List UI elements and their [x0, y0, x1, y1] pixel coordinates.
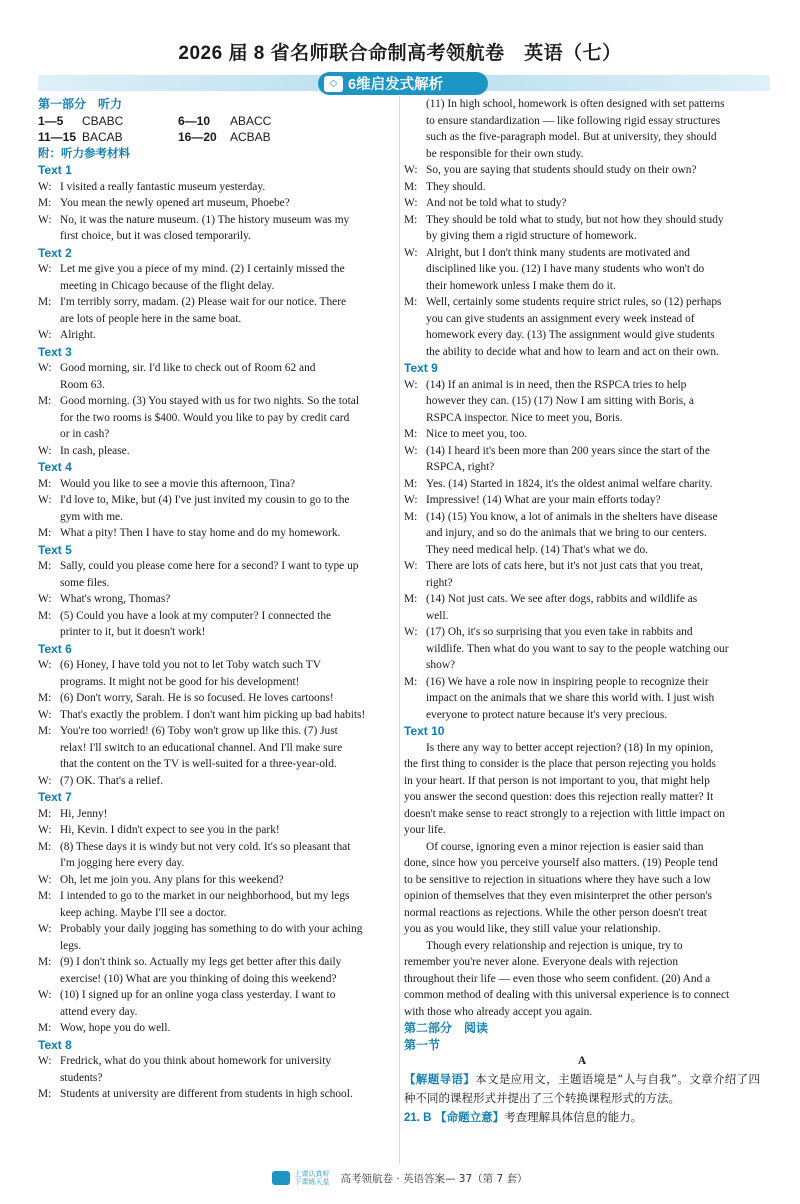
dialogue-text: Oh, let me join you. Any plans for this weekend? [60, 873, 284, 886]
dialogue-text: I'm terribly sorry, madam. (2) Please wait for our notice. There [60, 296, 347, 308]
dialogue-continuation: attend every day. [60, 1005, 138, 1018]
dialogue-continuation: impact on the animals that we share this world with. I just wish [426, 692, 715, 704]
publisher-name: 上课认真听 下课练天星 [294, 1170, 330, 1186]
dialogue-text: Would you like to see a movie this afternoon, Tina? [60, 477, 296, 490]
passage-paragraph-start: Though every relationship and rejection is unique, try to [426, 939, 683, 952]
speaker-label: W: [38, 444, 52, 457]
speaker-label: M: [38, 890, 52, 902]
speaker-label: W: [404, 560, 418, 572]
text-heading: Text 4 [38, 460, 72, 474]
passage-line: you as you would like, they still value your relationship. [404, 923, 661, 935]
dialogue-line [38, 987, 394, 1004]
passage-line: doesn't make sense to react strongly to a rejection with little impact on [404, 807, 725, 820]
speaker-label: W: [38, 708, 52, 721]
dialogue-text: That's exactly the problem. I don't want him picking up bad habits! [60, 708, 366, 721]
speaker-label: M: [404, 675, 418, 688]
dialogue-text: Let me give you a piece of my mind. (2) I certainly missed the [60, 263, 345, 275]
dialogue-line [38, 872, 394, 889]
right-column [404, 96, 760, 1128]
passage-line: remember you're never alone. Everyone deals with rejection [404, 956, 679, 968]
analysis-note [404, 1108, 760, 1128]
speaker-label: M: [404, 477, 418, 490]
dialogue-line [404, 377, 760, 394]
left-column [38, 96, 394, 1103]
dialogue-line [38, 822, 394, 839]
dialogue-continuation: show? [426, 659, 456, 671]
answer-k2: 6—10 [178, 113, 211, 128]
answer-k1: 11—15 [38, 130, 77, 144]
dialogue-text: (10) I signed up for an online yoga class yesterday. I want to [60, 989, 336, 1001]
dialogue-continuation: or in cash? [60, 428, 110, 440]
dialogue-text: Fredrick, what do you think about homework for university [60, 1055, 332, 1067]
dialogue-line [38, 476, 394, 493]
dialogue-line [38, 954, 394, 971]
speaker-label: W: [38, 362, 52, 374]
dialogue-line [38, 690, 394, 707]
speaker-label: W: [38, 494, 52, 506]
dialogue-text: I intended to go to the market in our neighborhood, but my legs [60, 890, 350, 902]
dialogue-line [404, 591, 760, 608]
dialogue-text: Hi, Jenny! [60, 807, 108, 820]
speaker-label: M: [38, 527, 52, 539]
speaker-label: M: [404, 180, 418, 193]
dialogue-continuation: to ensure standardization — like following rigid essay structures [426, 114, 721, 127]
dialogue-text: (14) Not just cats. We see after dogs, rabbits and wildlife as [426, 593, 698, 605]
dialogue-line [404, 162, 760, 179]
speaker-label: W: [38, 593, 52, 605]
dialogue-continuation: exercise! (10) What are you thinking of doing this weekend? [60, 972, 337, 985]
speaker-label: M: [38, 692, 52, 704]
dialogue-text: Students at university are different from students in high school. [60, 1088, 353, 1100]
dialogue-line [38, 591, 394, 608]
dialogue-continuation: you can give students an assignment every week instead of [426, 312, 695, 325]
speaker-label: W: [404, 197, 418, 209]
dialogue-text: Sally, could you please come here for a second? I want to type up [60, 560, 359, 572]
dialogue-text: Probably your daily jogging has something to do with your aching [60, 923, 363, 935]
dialogue-line [404, 195, 760, 212]
speaker-label: M: [38, 956, 52, 968]
dialogue-text: What a pity! Then I have to stay home and do my homework. [60, 527, 341, 539]
dialogue-text: (16) We have a role now in inspiring people to recognize their [426, 675, 709, 688]
dialogue-continuation: well. [426, 609, 449, 622]
dialogue-continuation: wildlife. Then what do you want to say to the people watching our [426, 642, 729, 655]
dialogue-text: Good morning. (3) You stayed with us for two nights. So the total [60, 395, 359, 407]
dialogue-line [38, 195, 394, 212]
dialogue-line [404, 674, 760, 691]
dialogue-line [38, 921, 394, 938]
speaker-label: W: [38, 774, 52, 787]
dialogue-text: What's wrong, Thomas? [60, 593, 171, 605]
passage-line: done, since how you perceive yourself also matters. (19) People tend [404, 857, 718, 869]
dialogue-continuation: for the two rooms is $400. Would you like to pay by credit card [60, 411, 350, 424]
note-text: 本文是应用文，主题语境是“人与自我”。文章介绍了四种不同的课程形式并提出了三个转换课程形式的方法。 [404, 1071, 761, 1105]
speaker-label: M: [38, 197, 52, 209]
dialogue-text: Alright. [60, 329, 96, 341]
dialogue-continuation: Room 63. [60, 378, 105, 391]
page-footer [0, 1170, 800, 1186]
dialogue-text: Well, certainly some students require strict rules, so (12) perhaps [426, 296, 722, 308]
speaker-label: W: [38, 263, 52, 275]
dialogue-line [38, 360, 394, 377]
dialogue-line [38, 608, 394, 625]
footer-text: 高考领航卷 · 英语答案— 37（第 7 套） [340, 1172, 528, 1185]
dialogue-line [38, 888, 394, 905]
dialogue-text: There are lots of cats here, but it's not just cats that you treat, [426, 560, 703, 572]
dialogue-text: I visited a really fantastic museum yesterday. [60, 180, 266, 193]
dialogue-text: (6) Don't worry, Sarah. He is so focused. He loves cartoons! [60, 692, 334, 704]
dialogue-continuation: gym with me. [60, 510, 123, 523]
speaker-label: M: [404, 510, 418, 523]
speaker-label: M: [38, 725, 52, 737]
page-title: 2026 届 8 省名师联合命制高考领航卷 英语（七） [178, 43, 622, 64]
speaker-label: W: [404, 444, 418, 457]
dialogue-line [38, 558, 394, 575]
dialogue-text: (17) Oh, it's so surprising that you even take in rabbits and [426, 626, 693, 638]
dialogue-line [38, 657, 394, 674]
book-icon: ◇ [324, 76, 343, 92]
text-heading: Text 7 [38, 790, 72, 804]
dialogue-continuation: I'm jogging here every day. [60, 857, 185, 869]
dialogue-continuation: homework every day. (13) The assignment would give students [426, 329, 715, 341]
dialogue-text: (7) OK. That's a relief. [60, 774, 164, 787]
speaker-label: M: [38, 560, 52, 572]
dialogue-continuation: RSPCA inspector. Nice to meet you, Boris. [426, 411, 623, 424]
dialogue-line [38, 1053, 394, 1070]
dialogue-line [38, 294, 394, 311]
dialogue-continuation: legs. [60, 939, 82, 952]
passage-line: your life. [404, 824, 446, 836]
passage-line: you answer the second question: does this rejection really matter? It [404, 791, 714, 803]
dialogue-line [38, 1020, 394, 1037]
passage-paragraph-start: Of course, ignoring even a minor rejection is easier said than [426, 840, 704, 853]
dialogue-text: Nice to meet you, too. [426, 428, 528, 440]
dialogue-continuation: are lots of people here in the same boat. [60, 312, 242, 325]
dialogue-line [38, 806, 394, 823]
speaker-label: W: [38, 1055, 52, 1067]
dialogue-text: So, you are saying that students should study on their own? [426, 164, 697, 176]
dialogue-line [404, 179, 760, 196]
dialogue-continuation: everyone to protect nature because it's very precious. [426, 708, 668, 721]
speaker-label: M: [38, 1088, 52, 1100]
dialogue-line [38, 723, 394, 740]
passage-line: in your heart. If that person is not important to you, that might help [404, 774, 710, 787]
speaker-label: M: [38, 807, 52, 820]
answer-k2: 16—20 [178, 130, 217, 144]
dialogue-continuation: however they can. (15) (17) Now I am sitting with Boris, a [426, 395, 694, 407]
dialogue-line [38, 261, 394, 278]
answer-v2: ABACC [230, 113, 272, 128]
dialogue-continuation: first choice, but it was closed temporarily. [60, 230, 251, 242]
dialogue-line [38, 393, 394, 410]
dialogue-text: You mean the newly opened art museum, Phoebe? [60, 197, 290, 209]
dialogue-continuation: that the content on the TV is well-suited for a three-year-old. [60, 758, 337, 770]
dialogue-line [404, 509, 760, 526]
dialogue-line [38, 179, 394, 196]
dialogue-line [404, 426, 760, 443]
dialogue-continuation: RSPCA, right? [426, 461, 495, 473]
passage-line: to be sensitive to rejection in situations where they have such a low [404, 873, 711, 886]
dialogue-text: (14) I heard it's been more than 200 years since the start of the [426, 444, 710, 457]
dialogue-continuation: printer to it, but it doesn't work! [60, 626, 206, 638]
dialogue-text: In cash, please. [60, 444, 130, 457]
text-heading: Text 8 [38, 1037, 72, 1052]
passage-paragraph-start: Is there any way to better accept rejection? (18) In my opinion, [426, 741, 714, 754]
speaker-label: M: [404, 428, 418, 440]
speaker-label: M: [38, 1022, 52, 1034]
dialogue-text: Impressive! (14) What are your main efforts today? [426, 494, 661, 506]
dialogue-continuation: such as the five-paragraph model. But at university, they should [426, 131, 717, 143]
text-heading: Text 5 [38, 542, 72, 557]
passage-line: with those who already accept you again. [404, 1005, 593, 1018]
answer-v1: BACAB [82, 130, 123, 144]
dialogue-line [38, 212, 394, 229]
dialogue-text: (6) Honey, I have told you not to let Toby watch such TV [60, 659, 321, 671]
dialogue-continuation: some files. [60, 576, 110, 589]
dialogue-continuation: They need medical help. (14) That's what we do. [426, 543, 648, 556]
dialogue-line [404, 443, 760, 460]
text-heading: Text 9 [404, 361, 438, 375]
dialogue-line [404, 476, 760, 493]
speaker-label: M: [38, 609, 52, 622]
dialogue-text: And not be told what to study? [426, 197, 567, 209]
dialogue-continuation: and injury, and so do the animals that we bring to our centers. [426, 527, 707, 539]
section-heading: 第二部分 阅读 [404, 1021, 489, 1035]
dialogue-text: Wow, hope you do well. [60, 1022, 171, 1034]
dialogue-continuation: disciplined like you. (12) I have many students who won't do [426, 263, 705, 275]
dialogue-continuation: by giving them a rigid structure of homework. [426, 230, 637, 242]
text-heading: Text 2 [38, 245, 72, 260]
dialogue-line [404, 492, 760, 509]
dialogue-text: No, it was the nature museum. (1) The history museum was my [60, 213, 350, 226]
note-text: 考查理解具体信息的能力。 [504, 1109, 643, 1124]
dialogue-line [38, 1086, 394, 1103]
speaker-label: M: [38, 296, 52, 308]
dialogue-continuation: (11) In high school, homework is often designed with set patterns [426, 98, 725, 110]
dialogue-continuation: their homework unless I make them do it. [426, 279, 616, 292]
dialogue-text: Alright, but I don't think many students are motivated and [426, 246, 690, 259]
publisher-logo-icon [272, 1171, 290, 1185]
speaker-label: M: [404, 296, 418, 308]
dialogue-text: They should. [426, 180, 486, 193]
answer-row [38, 113, 394, 130]
dialogue-line [38, 773, 394, 790]
badge-label: 6维启发式解析 [348, 77, 444, 93]
speaker-label: M: [38, 395, 52, 407]
dialogue-line [404, 245, 760, 262]
passage-label: A [577, 1055, 587, 1067]
dialogue-line [38, 707, 394, 724]
answer-row [38, 129, 394, 146]
speaker-label: W: [38, 923, 52, 935]
passage-line: normal reactions as rejections. While the other person doesn't treat [404, 906, 707, 919]
dialogue-continuation: students? [60, 1071, 103, 1084]
text-heading: Text 10 [404, 724, 445, 738]
passage-line: throughout their life — even those who seem confident. (20) And a [404, 972, 711, 985]
speaker-label: M: [404, 213, 418, 226]
dialogue-continuation: the ability to decide what and how to learn and act on their own. [426, 345, 719, 358]
dialogue-line [404, 624, 760, 641]
speaker-label: M: [38, 477, 52, 490]
section-heading: 第一节 [404, 1037, 441, 1052]
dialogue-text: (8) These days it is windy but not very cold. It's so pleasant that [60, 840, 351, 853]
dialogue-continuation: programs. It might not be good for his development! [60, 675, 300, 688]
analysis-badge [318, 72, 488, 95]
dialogue-continuation: right? [426, 576, 453, 589]
dialogue-continuation: relax! I'll switch to an educational channel. And I'll make sure [60, 741, 343, 754]
dialogue-text: (14) If an animal is in need, then the RSPCA tries to help [426, 378, 687, 391]
dialogue-line [38, 525, 394, 542]
dialogue-line [404, 212, 760, 229]
speaker-label: W: [404, 626, 418, 638]
subheading: 附：听力参考材料 [38, 147, 130, 160]
note-tag: 【解题导语】 [404, 1071, 476, 1086]
passage-line: the first thing to consider is the place that person rejecting you holds [404, 758, 716, 770]
answer-v1: CBABC [82, 113, 124, 128]
dialogue-text: You're too worried! (6) Toby won't grow up like this. (7) Just [60, 725, 338, 737]
speaker-label: W: [38, 659, 52, 671]
dialogue-text: (14) (15) You know, a lot of animals in the shelters have disease [426, 510, 718, 523]
section-heading: 第一部分 听力 [38, 97, 123, 111]
speaker-label: W: [38, 873, 52, 886]
dialogue-line [38, 492, 394, 509]
answer-k1: 1—5 [38, 113, 64, 128]
speaker-label: M: [404, 593, 418, 605]
note-tag: 【命题立意】 [435, 1109, 505, 1124]
speaker-label: W: [38, 213, 52, 226]
speaker-label: W: [38, 824, 52, 836]
dialogue-line [38, 443, 394, 460]
dialogue-text: (5) Could you have a look at my computer? I connected the [60, 609, 332, 622]
text-heading: Text 3 [38, 344, 72, 359]
dialogue-line [38, 839, 394, 856]
dialogue-text: Good morning, sir. I'd like to check out of Room 62 and [60, 362, 316, 374]
dialogue-line [404, 558, 760, 575]
dialogue-line [404, 294, 760, 311]
passage-line: opinion of themselves that they even misinterpret the other person's [404, 890, 712, 902]
question-answer: 21. B [404, 1111, 432, 1124]
speaker-label: W: [404, 246, 418, 259]
text-heading: Text 1 [38, 163, 72, 177]
speaker-label: W: [38, 989, 52, 1001]
speaker-label: W: [38, 329, 52, 341]
column-divider [399, 96, 400, 1164]
answer-v2: ACBAB [230, 130, 271, 144]
dialogue-text: (9) I don't think so. Actually my legs get better after this daily [60, 956, 342, 968]
passage-line: common method of dealing with this universal experience is to connect [404, 989, 730, 1001]
speaker-label: W: [404, 378, 418, 391]
dialogue-continuation: meeting in Chicago because of the flight delay. [60, 279, 275, 292]
speaker-label: W: [38, 180, 52, 193]
dialogue-text: I'd love to, Mike, but (4) I've just invited my cousin to go to the [60, 494, 350, 506]
text-heading: Text 6 [38, 641, 72, 656]
speaker-label: M: [38, 840, 52, 853]
dialogue-continuation: keep aching. Maybe I'll see a doctor. [60, 906, 227, 919]
dialogue-text: They should be told what to study, but not how they should study [426, 213, 724, 226]
dialogue-line [38, 327, 394, 344]
dialogue-text: Yes. (14) Started in 1824, it's the oldest animal welfare charity. [426, 477, 713, 490]
dialogue-text: Hi, Kevin. I didn't expect to see you in the park! [60, 824, 280, 836]
dialogue-continuation: be responsible for their own study. [426, 147, 584, 160]
speaker-label: W: [404, 164, 418, 176]
analysis-note [404, 1070, 760, 1108]
speaker-label: W: [404, 494, 418, 506]
